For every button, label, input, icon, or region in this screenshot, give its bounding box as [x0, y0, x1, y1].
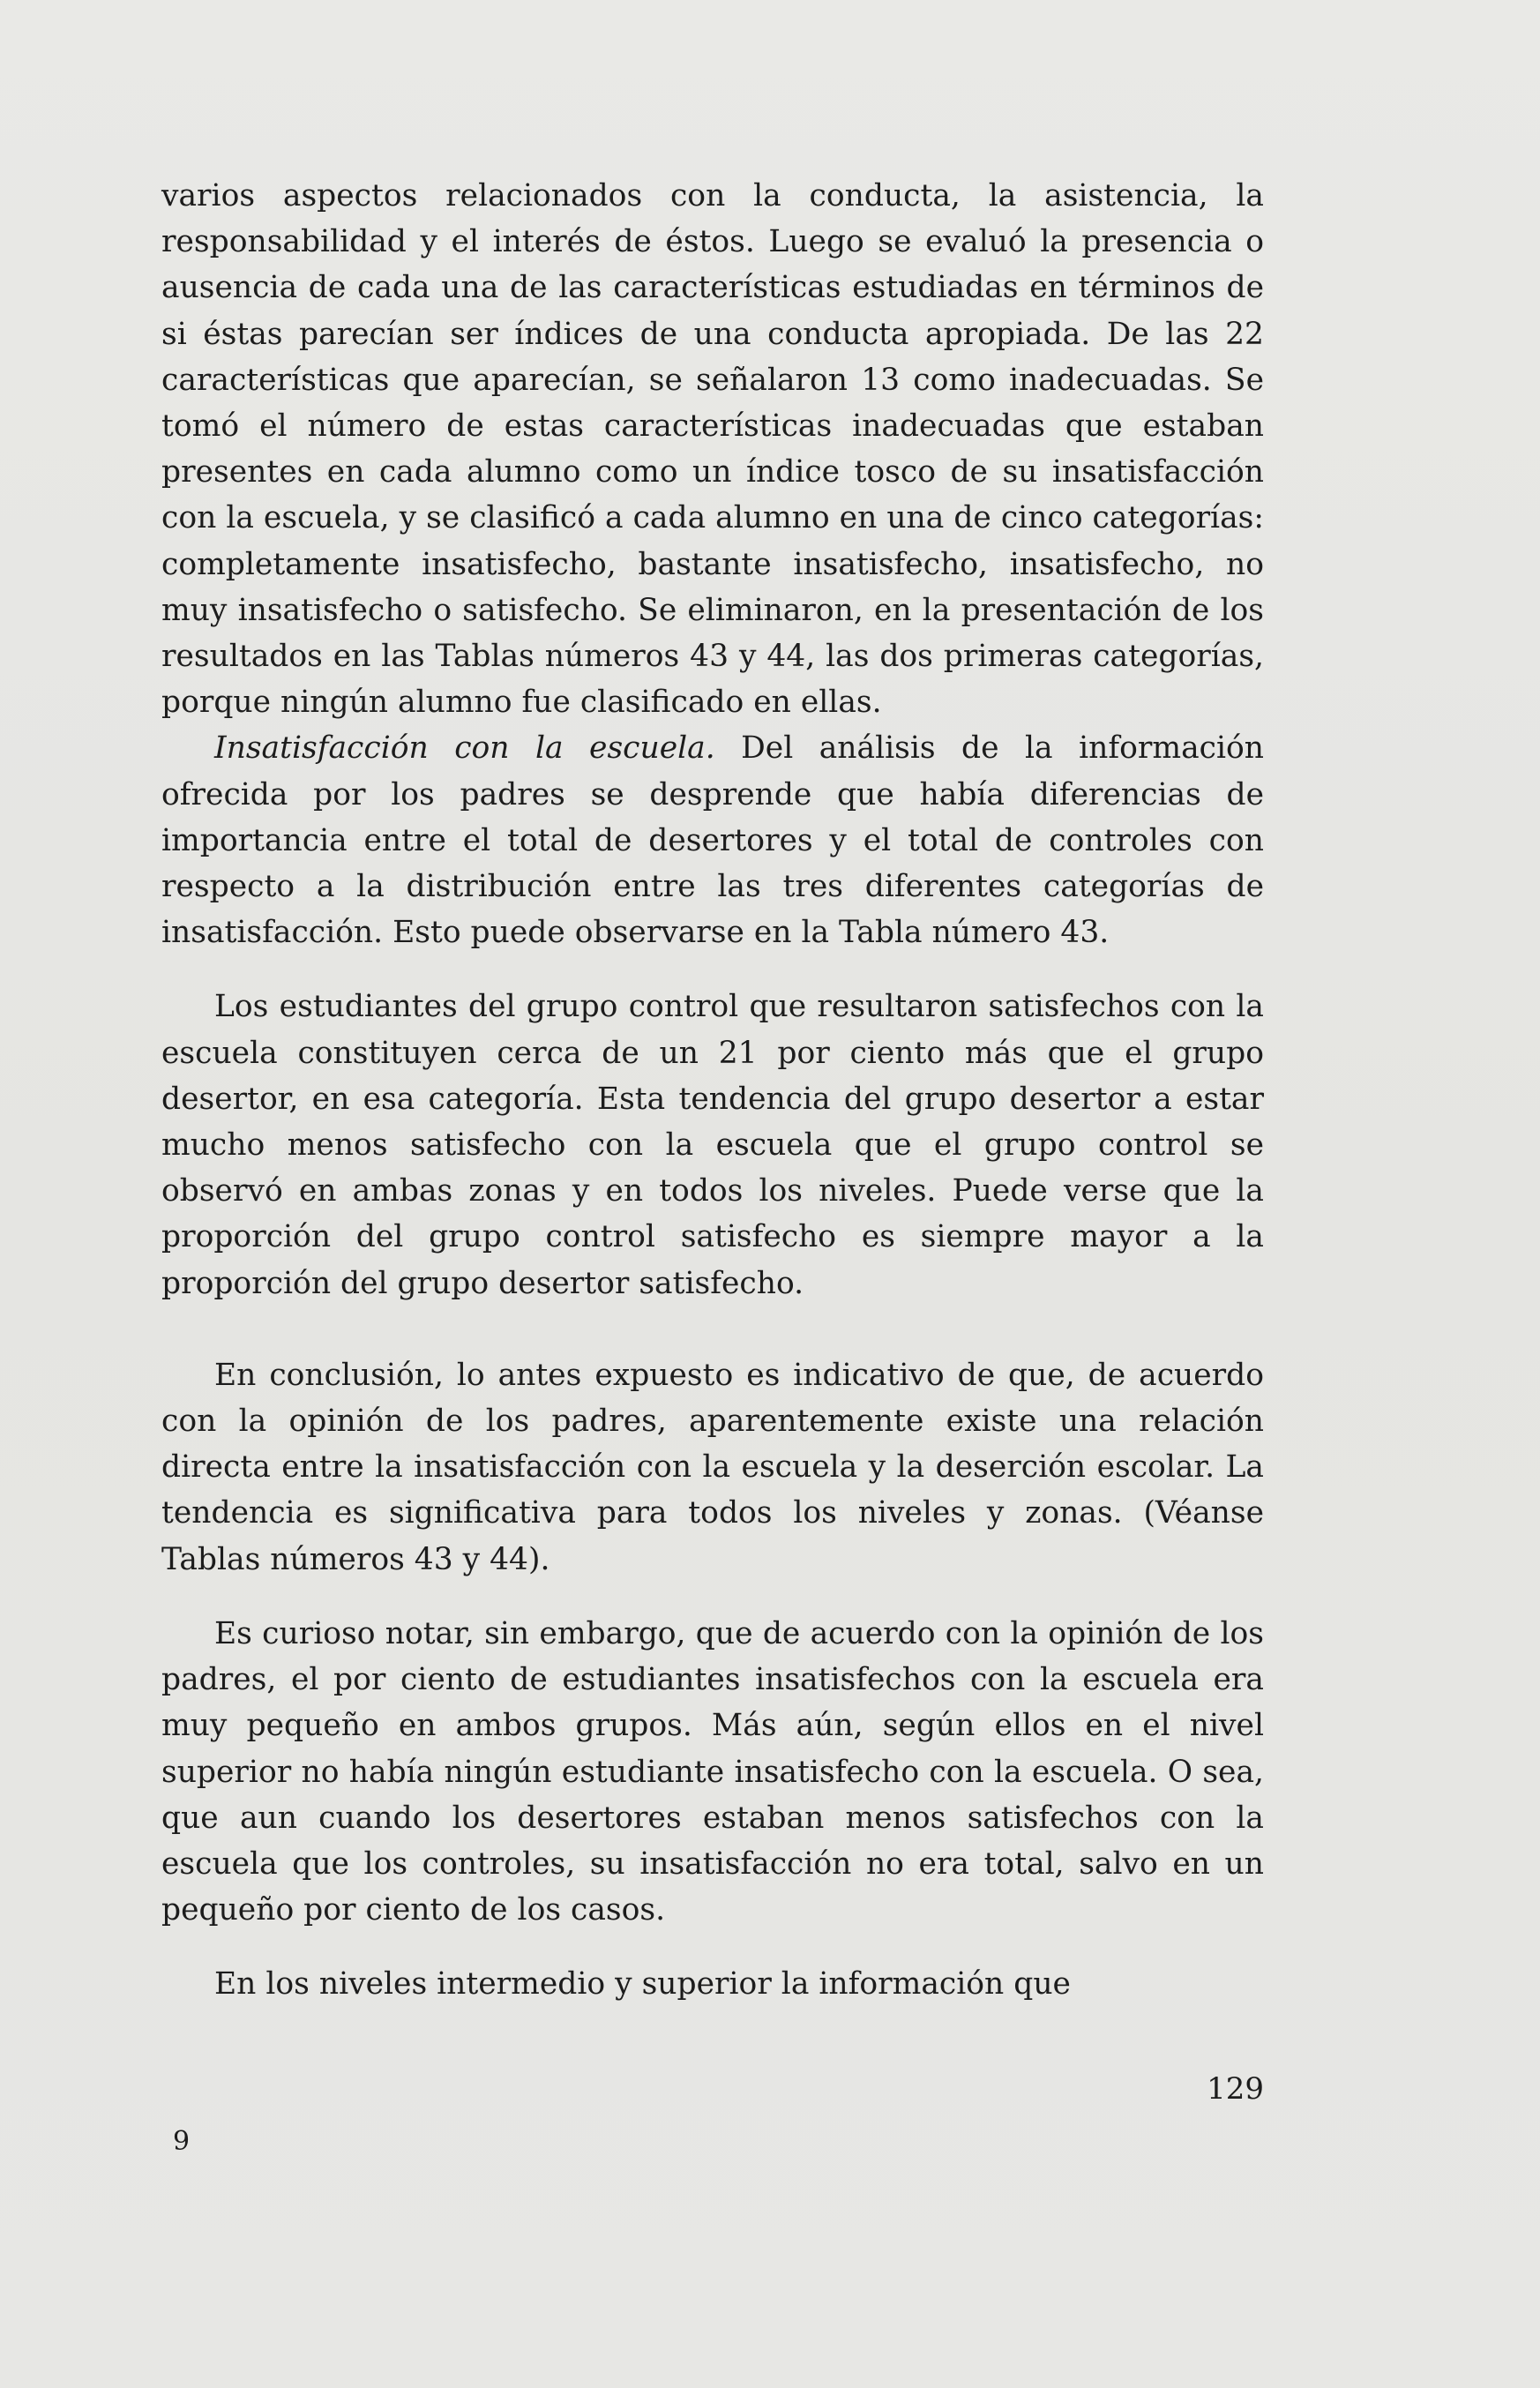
section-heading-insatisfaccion: Insatisfacción con la escuela.	[214, 730, 715, 767]
paragraph-4	[161, 1352, 1264, 1583]
paragraph-2	[161, 725, 1264, 955]
body-text	[161, 173, 1264, 2008]
paragraph-3-text: Los estudiantes del grupo control que resultaron satisfechos con la escuela constituyen cerca de un 21 por ciento más que el grupo desertor, en esa categoría. Esta tendencia del grupo desertor a estar mucho menos satisfecho con la escuela que el grupo control se observó en ambas zonas y en todos los niveles. Puede verse que la proporción del grupo control satisfecho es siempre mayor a la proporción del grupo desertor satisfecho.	[161, 989, 1264, 1301]
paragraph-1-text: varios aspectos relacionados con la conducta, la asistencia, la responsabilidad y el interés de éstos. Luego se evaluó la presencia o ausencia de cada una de las características estudiadas en términos de si éstas parecían ser índices de una conducta apropiada. De las 22 características que aparecían, se señalaron 13 como inadecuadas. Se tomó el número de estas características inadecuadas que estaban presentes en cada alumno como un índice tosco de su insatisfacción con la escuela, y se clasificó a cada alumno en una de cinco categorías: completamente insatisfecho, bastante insatisfecho, insatisfecho, no muy insatisfecho o satisfecho. Se eliminaron, en la presentación de los resultados en las Tablas números 43 y 44, las dos primeras categorías, porque ningún alumno fue clasificado en ellas.	[161, 178, 1264, 721]
paragraph-1	[161, 173, 1264, 725]
paragraph-5-text: Es curioso notar, sin embargo, que de acuerdo con la opinión de los padres, el por ciento de estudiantes insatisfechos con la escuela era muy pequeño en ambos grupos. Más aún, según ellos en el nivel superior no había ningún estudiante insatisfecho con la escuela. O sea, que aun cuando los desertores estaban menos satisfechos con la escuela que los controles, su insatisfacción no era total, salvo en un pequeño por ciento de los casos.	[161, 1615, 1264, 1928]
signature-mark: 9	[173, 2126, 191, 2157]
paragraph-5	[161, 1611, 1264, 1933]
paragraph-3	[161, 984, 1264, 1306]
paragraph-4-text: En conclusión, lo antes expuesto es indicativo de que, de acuerdo con la opinión de los padres, aparentemente existe una relación directa entre la insatisfacción con la escuela y la deserción escolar. La tendencia es significativa para todos los niveles y zonas. (Véanse Tablas números 43 y 44).	[161, 1357, 1264, 1577]
paragraph-2-text: Del análisis de la información ofrecida por los padres se desprende que había diferencias de importancia entre el total de desertores y el total de controles con respecto a la distribución entre las tres diferentes categorías de insatisfacción. Esto puede observarse en la Tabla número 43.	[161, 730, 1264, 951]
paragraph-6	[161, 1961, 1264, 2007]
paragraph-6-text: En los niveles intermedio y superior la información que	[214, 1966, 1071, 2002]
page-number: 129	[1207, 2071, 1264, 2107]
